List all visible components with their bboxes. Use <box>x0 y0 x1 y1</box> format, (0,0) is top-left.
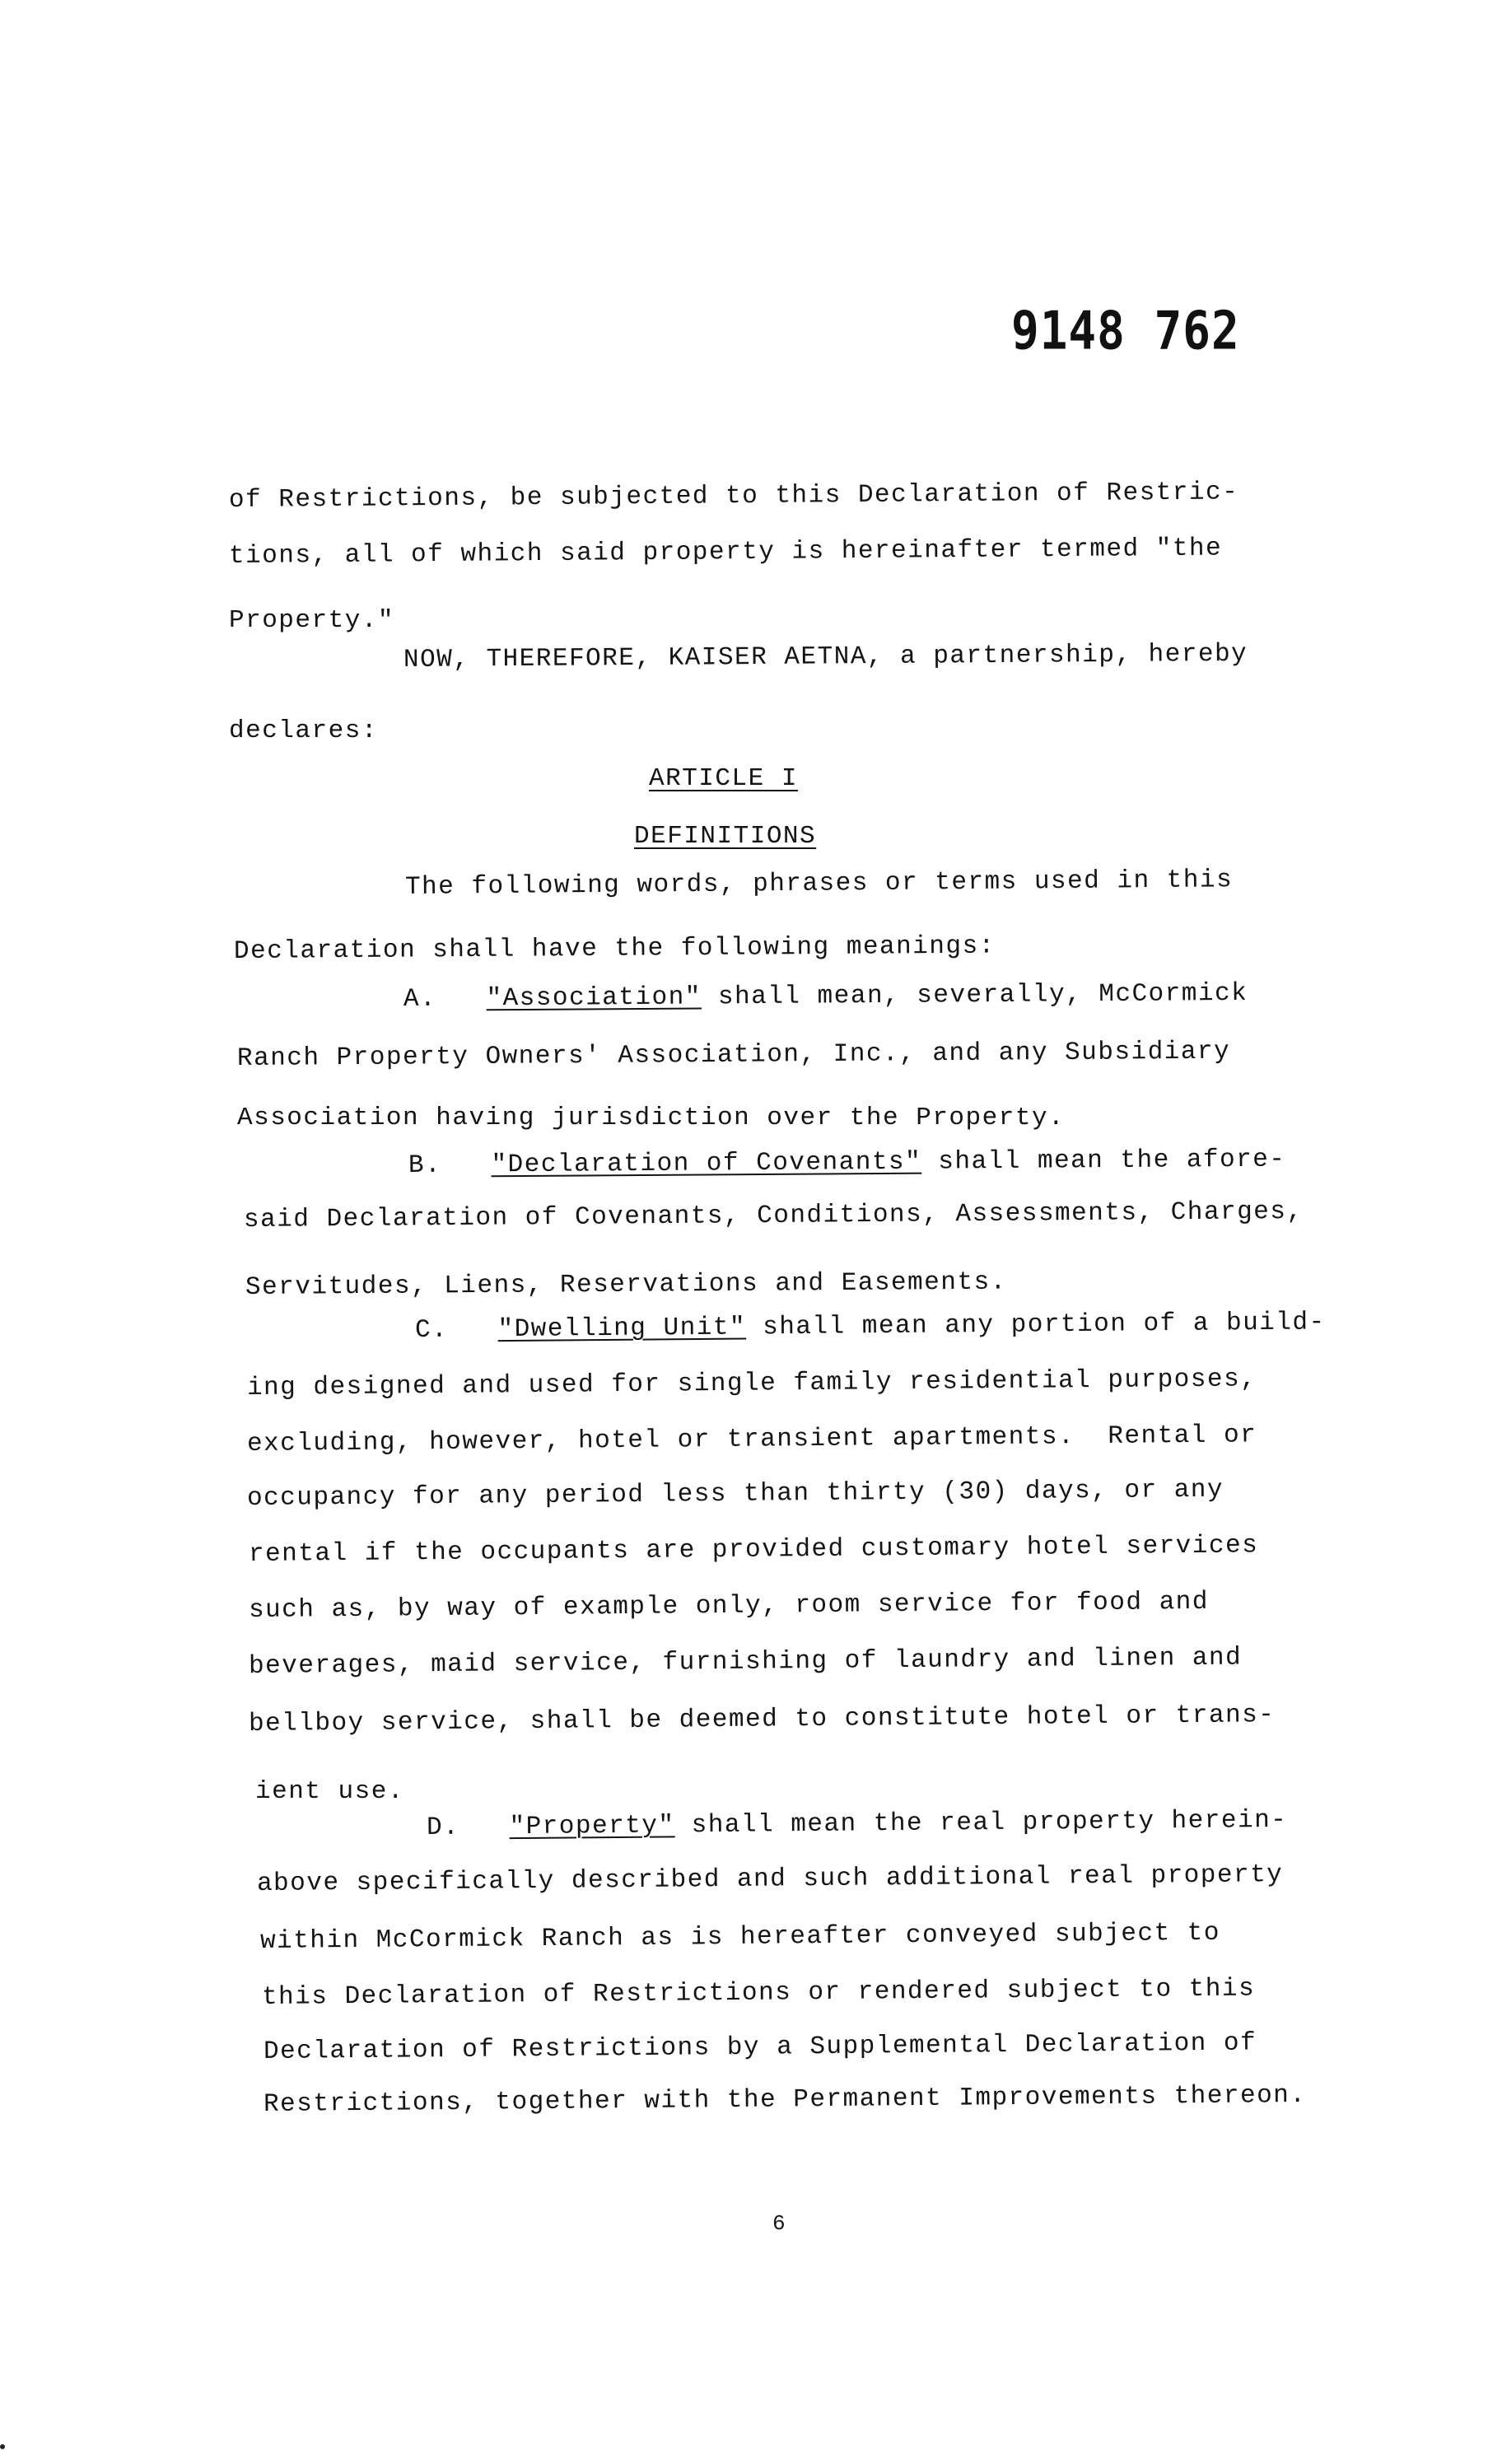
body-line: said Declaration of Covenants, Conditions, Assessments, Charges, <box>243 1197 1304 1234</box>
body-line: tions, all of which said property is hereinafter termed "the <box>228 534 1223 571</box>
body-line: declares: <box>229 716 378 745</box>
body-line: above specifically described and such additional real property <box>256 1860 1284 1898</box>
document-number: 9148 762 <box>1011 301 1240 362</box>
section-heading: DEFINITIONS <box>634 822 817 851</box>
body-line: excluding, however, hotel or transient apartments. Rental or <box>246 1421 1257 1458</box>
body-line: this Declaration of Restrictions or rendered subject to this <box>261 1974 1256 2012</box>
definition-letter: B. <box>408 1150 442 1180</box>
body-line: of Restrictions, be subjected to this Declaration of Restric- <box>228 478 1239 515</box>
definition-text: shall mean the real property herein- <box>674 1805 1288 1841</box>
defined-term: "Dwelling Unit" <box>497 1313 747 1345</box>
defined-term: "Property" <box>509 1811 675 1842</box>
definition-letter: D. <box>426 1813 460 1842</box>
definition-letter: A. <box>403 984 437 1014</box>
defined-term: "Declaration of Covenants" <box>491 1147 922 1180</box>
body-line: The following words, phrases or terms used in this <box>404 866 1234 902</box>
defined-term: "Association" <box>486 982 702 1014</box>
body-line: such as, by way of example only, room service for food and <box>248 1587 1210 1625</box>
body-line: ing designed and used for single family residential purposes, <box>246 1365 1257 1402</box>
body-line: rental if the occupants are provided customary hotel services <box>248 1531 1259 1569</box>
article-heading: ARTICLE I <box>649 764 798 793</box>
scan-mark <box>0 2444 5 2449</box>
definition-a <box>403 978 1248 1014</box>
body-line: within McCormick Ranch as is hereafter conveyed subject to <box>259 1918 1221 1956</box>
definition-text: shall mean the afore- <box>921 1145 1286 1177</box>
body-line: Declaration of Restrictions by a Supplemental Declaration of <box>263 2028 1257 2066</box>
body-line: beverages, maid service, furnishing of laundry and linen and <box>248 1643 1243 1681</box>
body-line: occupancy for any period less than thirty (30) days, or any <box>246 1475 1224 1513</box>
page-number: 6 <box>772 2211 786 2236</box>
definition-text: shall mean, severally, McCormick <box>701 978 1248 1012</box>
definition-b <box>408 1147 1286 1178</box>
body-line: Restrictions, together with the Permanent Improvements thereon. <box>263 2080 1307 2119</box>
body-line: Servitudes, Liens, Reservations and Easements. <box>245 1267 1007 1302</box>
definition-text: shall mean any portion of a build- <box>745 1308 1326 1342</box>
body-line: Property." <box>229 606 395 635</box>
body-line: Association having jurisdiction over the Property. <box>237 1104 1066 1132</box>
definition-letter: C. <box>414 1315 449 1345</box>
definition-d <box>426 1805 1288 1842</box>
definition-c <box>415 1309 1326 1343</box>
body-line: bellboy service, shall be deemed to constitute hotel or trans- <box>248 1701 1276 1738</box>
body-line: Ranch Property Owners' Association, Inc., and any Subsidiary <box>236 1037 1231 1073</box>
body-line: NOW, THEREFORE, KAISER AETNA, a partnership, hereby <box>403 639 1248 674</box>
body-line: ient use. <box>255 1777 404 1806</box>
body-line: Declaration shall have the following meanings: <box>233 931 996 966</box>
